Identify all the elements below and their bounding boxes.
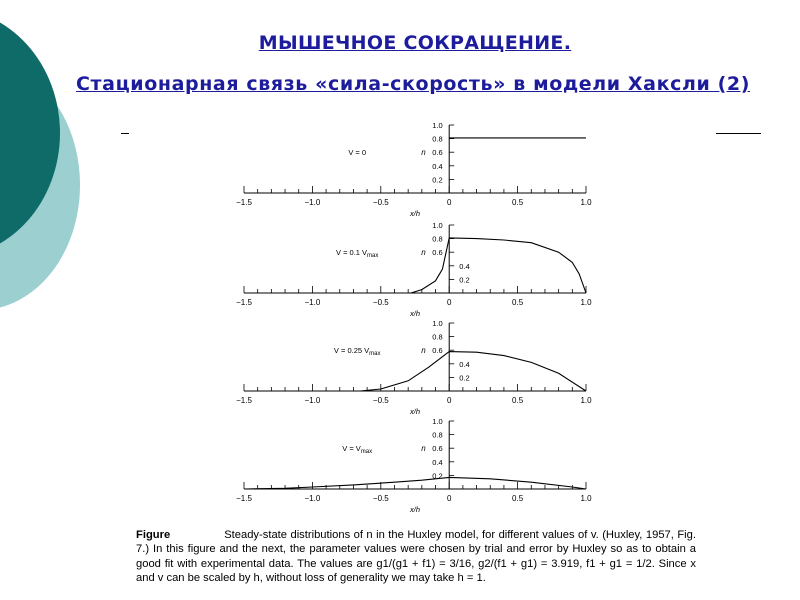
slide-subtitle: Стационарная связь «сила-скорость» в модели Хаксли (2): [76, 73, 750, 95]
y-axis-label: n: [421, 148, 426, 158]
y-tick-label: 0.8: [432, 234, 443, 244]
x-tick-label: 0: [446, 198, 452, 207]
y-tick-label: 1.0: [432, 319, 443, 328]
x-tick-label: 0: [446, 494, 452, 503]
curve-annotation: $V = V_{max}$: [342, 444, 373, 456]
y-tick-label: 0.6: [432, 148, 443, 158]
caption-text: Steady-state distributions of n in the Huxley model, for different values of v. (Huxley, 1957, Fig. 7.) In this figure and the next, the parameter values were chosen by trial and error by Huxley so as to obtain a good fit with experimental data. The values are g1/(g1 + f1) = 3/16, g2/(f1 + g1) = 3.919, f1 + g1 = 1/2. Since x and v can be scaled by h, without loss of generality we may take h = 1.: [136, 529, 696, 584]
curve-annotation: V = 0: [348, 148, 367, 158]
y-axis-label: n: [421, 444, 426, 454]
x-tick-label: −0.5: [372, 494, 389, 503]
x-tick-label: 0.5: [512, 396, 524, 405]
x-tick-label: 0: [446, 298, 452, 307]
x-tick-label: −1.5: [236, 494, 252, 503]
x-tick-label: −0.5: [372, 298, 389, 307]
x-axis-label: x/h: [409, 309, 421, 318]
x-tick-label: −0.5: [372, 396, 389, 405]
curve-annotation: V = 0.1 $V_{max}$: [335, 248, 379, 260]
y-tick-label: 0.4: [459, 359, 470, 369]
x-tick-label: 0.5: [512, 198, 524, 207]
x-tick-label: 0: [446, 396, 452, 405]
y-tick-label: 1.0: [432, 221, 443, 230]
y-tick-label: 0.2: [459, 373, 470, 383]
x-tick-label: −1.0: [304, 396, 321, 405]
y-tick-label: 0.2: [432, 175, 443, 185]
y-tick-label: 0.2: [432, 471, 443, 481]
series-line: [360, 352, 586, 391]
y-tick-label: 0.8: [432, 134, 443, 144]
slide-title: МЫШЕЧНОЕ СОКРАЩЕНИЕ.: [258, 32, 572, 54]
y-tick-label: 0.8: [432, 332, 443, 342]
figure-caption: [136, 528, 696, 585]
x-tick-label: −0.5: [372, 198, 389, 207]
x-tick-label: 1.0: [580, 396, 592, 405]
y-axis-label: n: [421, 346, 426, 356]
x-tick-label: 0.5: [512, 298, 524, 307]
x-axis-label: x/h: [409, 209, 421, 218]
x-axis-label: x/h: [409, 407, 421, 416]
x-tick-label: −1.5: [236, 198, 252, 207]
x-tick-label: −1.5: [236, 298, 252, 307]
y-tick-label: 0.2: [459, 275, 470, 285]
series-line: [244, 477, 586, 489]
x-axis-label: x/h: [409, 505, 421, 514]
y-tick-label: 1.0: [432, 121, 443, 130]
x-tick-label: 1.0: [580, 494, 592, 503]
x-tick-label: −1.0: [304, 494, 321, 503]
y-tick-label: 0.4: [459, 261, 470, 271]
y-tick-label: 0.6: [432, 444, 443, 454]
y-tick-label: 0.6: [432, 346, 443, 356]
y-tick-label: 0.4: [432, 457, 443, 467]
x-tick-label: −1.0: [304, 298, 321, 307]
y-tick-label: 0.4: [432, 161, 443, 171]
caption-label: Figure: [136, 529, 171, 542]
curve-annotation: V = 0.25 $V_{max}$: [333, 346, 381, 358]
y-tick-label: 0.6: [432, 248, 443, 258]
x-tick-label: 0.5: [512, 494, 524, 503]
x-tick-label: 1.0: [580, 198, 592, 207]
y-tick-label: 1.0: [432, 417, 443, 426]
x-tick-label: −1.0: [304, 198, 321, 207]
x-tick-label: −1.5: [236, 396, 252, 405]
series-line: [411, 238, 586, 293]
x-tick-label: 1.0: [580, 298, 592, 307]
y-tick-label: 0.8: [432, 430, 443, 440]
y-axis-label: n: [421, 248, 426, 258]
